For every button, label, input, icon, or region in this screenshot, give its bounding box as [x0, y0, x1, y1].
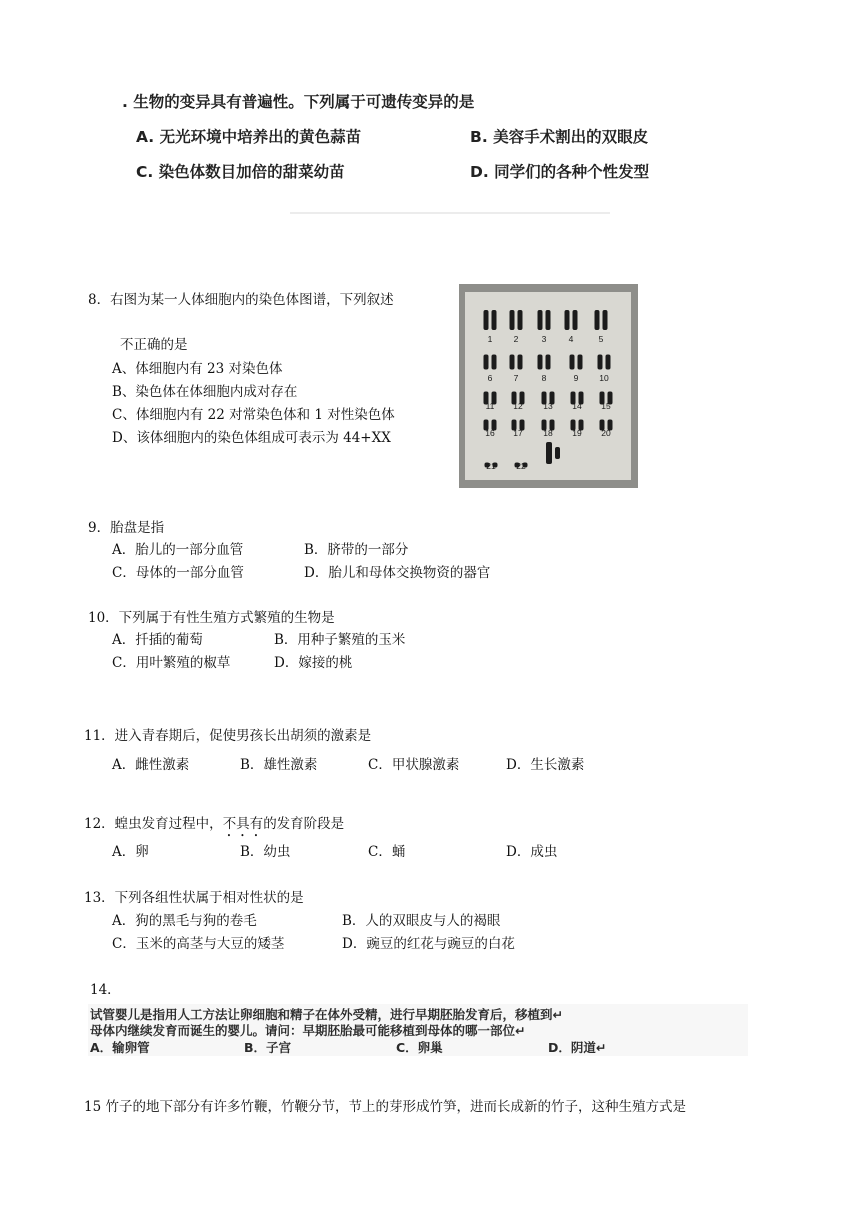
q12-option-b: B．幼虫 [240, 844, 291, 860]
chromosome-label-3: 3 [541, 334, 547, 344]
chromosome [492, 310, 497, 330]
q13-option-b: B．人的双眼皮与人的褐眼 [342, 913, 501, 929]
chromosome-label-22: 22 [516, 461, 526, 471]
q10-option-d: D．嫁接的桃 [274, 655, 353, 671]
karyotype-figure [459, 284, 638, 488]
q7-option-b: B. 美容手术割出的双眼皮 [470, 128, 649, 146]
chromosome-label-5: 5 [598, 334, 604, 344]
q15-stem: 15 竹子的地下部分有许多竹鞭，竹鞭分节，节上的芽形成竹笋，进而长成新的竹子，这种生殖方式是 [84, 1099, 686, 1115]
chromosome-label-6: 6 [487, 373, 493, 383]
q10-option-c: C．用叶繁殖的椒草 [112, 655, 231, 671]
chromosome [578, 355, 583, 370]
chromosome-label-21: 21 [486, 461, 496, 471]
q14-option-c: C．卵巢 [396, 1040, 443, 1055]
q7-option-d: D. 同学们的各种个性发型 [470, 163, 650, 181]
q9-option-a: A．胎儿的一部分血管 [112, 542, 244, 558]
q8-option-d: D、该体细胞内的染色体组成可表示为 44+XX [112, 430, 391, 446]
q11-stem: 11．进入青春期后，促使男孩长出胡须的激素是 [84, 728, 372, 744]
chromosome [518, 355, 523, 370]
q7-option-a: A. 无光环境中培养出的黄色蒜苗 [136, 128, 362, 146]
chromosome [538, 310, 543, 330]
chromosome-label-8: 8 [541, 373, 547, 383]
chromosome-label-10: 10 [599, 373, 609, 383]
chromosome [570, 355, 575, 370]
q9-stem: 9．胎盘是指 [88, 520, 165, 536]
q8-option-c: C、体细胞内有 22 对常染色体和 1 对性染色体 [112, 407, 395, 423]
chromosome [538, 355, 543, 370]
q12-option-d: D．成虫 [506, 844, 558, 860]
chromosome [595, 310, 600, 330]
q12-stem [84, 812, 344, 840]
chromosome [510, 310, 515, 330]
chromosome-label-19: 19 [572, 428, 582, 438]
chromosome [603, 310, 608, 330]
chromosome [510, 355, 515, 370]
chromosome-label-17: 17 [513, 428, 523, 438]
q10-option-a: A．扦插的葡萄 [112, 632, 203, 648]
q13-option-a: A．狗的黑毛与狗的卷毛 [112, 913, 257, 929]
chromosome-label-11: 11 [485, 401, 495, 411]
q10-option-b: B．用种子繁殖的玉米 [274, 632, 406, 648]
karyotype-svg [459, 284, 638, 488]
q11-option-c: C．甲状腺激素 [368, 757, 460, 773]
q8-option-b: B、染色体在体细胞内成对存在 [112, 384, 298, 400]
sex-chromosome [555, 447, 560, 459]
chromosome-label-18: 18 [543, 428, 553, 438]
chromosome-label-2: 2 [513, 334, 519, 344]
chromosome-label-13: 13 [543, 401, 553, 411]
chromosome [573, 310, 578, 330]
chromosome [606, 355, 611, 370]
chromosome-label-15: 15 [601, 401, 611, 411]
scan-artifact-line [290, 212, 610, 214]
q13-option-c: C．玉米的高茎与大豆的矮茎 [112, 936, 285, 952]
chromosome-label-7: 7 [513, 373, 519, 383]
q14-option-d: D．阴道↵ [548, 1040, 607, 1055]
q11-option-a: A．雌性激素 [112, 757, 190, 773]
chromosome [598, 355, 603, 370]
chromosome [518, 310, 523, 330]
q9-option-d: D．胎儿和母体交换物资的器官 [304, 565, 491, 581]
chromosome-label-20: 20 [601, 428, 611, 438]
q8-stem: 8．右图为某一人体细胞内的染色体图谱，下列叙述 [88, 292, 394, 308]
chromosome-label-4: 4 [568, 334, 574, 344]
q13-stem: 13．下列各组性状属于相对性状的是 [84, 890, 304, 906]
q7-option-c: C. 染色体数目加倍的甜菜幼苗 [136, 163, 345, 181]
chromosome-label-12: 12 [513, 401, 523, 411]
q10-stem: 10．下列属于有性生殖方式繁殖的生物是 [88, 610, 335, 626]
q14-line-1: 试管婴儿是指用人工方法让卵细胞和精子在体外受精，进行早期胚胎发育后，移植到↵ [90, 1007, 563, 1022]
q11-option-d: D．生长激素 [506, 757, 585, 773]
q11-option-b: B．雄性激素 [240, 757, 318, 773]
q14-number: 14． [90, 982, 121, 998]
q12-stem-pre: 12．蝗虫发育过程中， [84, 816, 223, 832]
q8-stem-continued: 不正确的是 [120, 337, 188, 353]
q12-stem-emphasis: 不具有 [222, 816, 264, 832]
q14-option-b: B．子宫 [244, 1040, 292, 1055]
chromosome-label-16: 16 [485, 428, 495, 438]
q14-line-2: 母体内继续发育而诞生的婴儿。请问：早期胚胎最可能移植到母体的哪一部位↵ [90, 1023, 526, 1038]
q9-option-c: C．母体的一部分血管 [112, 565, 244, 581]
sex-chromosome [546, 442, 552, 464]
q7-stem: . 生物的变异具有普遍性。下列属于可遗传变异的是 [122, 93, 475, 111]
q14-option-a: A．输卵管 [90, 1040, 150, 1055]
q9-option-b: B．脐带的一部分 [304, 542, 409, 558]
chromosome [546, 355, 551, 370]
chromosome-label-14: 14 [572, 401, 582, 411]
q12-stem-post: 的发育阶段是 [263, 816, 345, 832]
q12-option-c: C．蛹 [368, 844, 406, 860]
chromosome [565, 310, 570, 330]
q8-option-a: A、体细胞内有 23 对染色体 [112, 361, 283, 377]
q13-option-d: D．豌豆的红花与豌豆的白花 [342, 936, 515, 952]
chromosome [492, 355, 497, 370]
chromosome-label-1: 1 [487, 334, 493, 344]
q12-option-a: A．卵 [112, 844, 149, 860]
chromosome-label-9: 9 [573, 373, 579, 383]
chromosome [484, 310, 489, 330]
chromosome [484, 355, 489, 370]
chromosome [546, 310, 551, 330]
